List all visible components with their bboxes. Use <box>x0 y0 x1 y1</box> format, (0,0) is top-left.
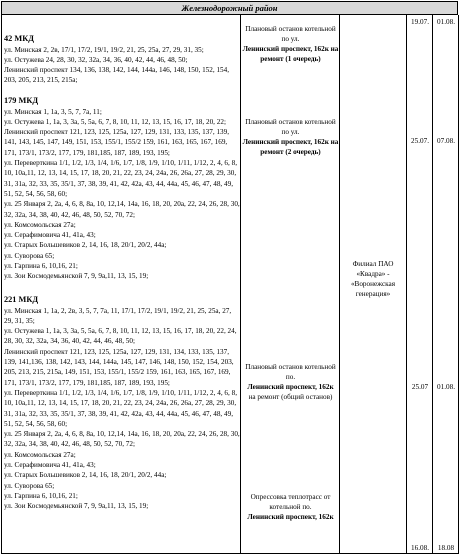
block-42-reason <box>242 24 339 64</box>
block-42-date-start: 19.07. <box>411 18 429 26</box>
address-line: ул. Серафимовича 41, 41а, 43; <box>4 231 96 240</box>
col-divider-addresses <box>240 15 241 554</box>
address-line: ул. Минская 1, 1а, 3, 5, 7, 7а, 11; <box>4 107 102 116</box>
bottom-border <box>1 553 459 554</box>
address-line: ул. Старых Большевиков 2, 14, 16, 18, 20/1, 20/2, 44а; <box>4 471 167 480</box>
address-line: ул. Гарпина 6, 10,16, 21; <box>4 262 78 271</box>
address-line: ул. Комсомольская 27а; <box>4 450 76 459</box>
block-42-addresses <box>4 34 240 86</box>
address-line: ул. Зои Космодемьянской 7, 9, 9а,11, 13, 15, 19; <box>4 272 149 281</box>
right-border <box>458 15 459 554</box>
left-border <box>1 15 2 554</box>
reason-text: Плановый останов котельной по. <box>245 363 336 381</box>
address-line: ул. Остужева 1, 1а, 3, 3а, 5, 5а, 6, 7, 8, 10, 11, 12, 13, 15, 16, 17, 18, 20, 22; <box>4 117 226 126</box>
reason-text: Опрессовка теплотрасс от котельной по. <box>250 493 331 511</box>
district-header: Железнодорожный район <box>1 1 458 15</box>
block-title: 179 МКД <box>4 96 39 105</box>
reason-text: Плановый останов котельной по ул. <box>245 25 336 43</box>
address-line: ул. Комсомольская 27а; <box>4 220 76 229</box>
block-title: 42 МКД <box>4 34 34 43</box>
block-42-date-end: 01.08. <box>437 18 455 26</box>
address-line: ул. Остужева 24, 28, 30, 32, 32а, 34, 36, 40, 42, 44, 46, 48, 50; <box>4 55 188 64</box>
col-divider-org <box>406 15 407 554</box>
block-179-date-end: 07.08. <box>437 137 455 145</box>
block-179-addresses <box>4 96 240 282</box>
block-221-reason-2 <box>242 492 339 522</box>
address-line: ул. Гарпина 6, 10,16, 21; <box>4 491 78 500</box>
address-line: ул. Минская 2, 2в, 17/1, 17/2, 19/1, 19/2, 21, 25, 25а, 27, 29, 31, 35; <box>4 45 204 54</box>
address-line: ул. Минская 1, 1а, 2, 2в, 3, 5, 7, 7а, 11, 17/1, 17/2, 19/1, 19/2, 21, 25, 25а, 27, 29, 31, 35; <box>4 306 232 325</box>
block-179-date-start: 25.07. <box>411 137 429 145</box>
reason-bold: Ленинский проспект, 162к <box>247 513 334 521</box>
address-line: ул. Серафимовича 41, 41а, 43; <box>4 461 96 470</box>
block-221-addresses <box>4 295 240 512</box>
address-line: Ленинский проспект 121, 123, 125, 125а, 127, 129, 131, 133, 135, 137, 139, 141, 143, 145, 147, 149, 151, 153, 155/1, 155/2 159, 161, 163, 165, 167, 169, 171, 173/1, 173/2, 177, 179, 181,185, 187, 189, 193, 195; <box>4 128 230 157</box>
col-divider-dates <box>432 15 433 554</box>
reason-bold: Ленинский проспект, 162к <box>247 383 334 391</box>
address-line: ул. Зои Космодемьянской 7, 9, 9а,11, 13, 15, 19; <box>4 502 149 511</box>
address-line: ул. Суворова 65; <box>4 251 55 260</box>
address-line: ул. Переверткина 1/1, 1/2, 1/3, 1/4, 1/6, 1/7, 1/8, 1/9, 1/10, 1/11, 1/12, 2, 4, 6, 8, 10, 10а,11, 12, 13, 14, 15, 17, 18, 20, 21, 22, 23, 24, 24а, 26, 26а, 27, 28, 29, 30, 31, 31а, 32, 33, 35, 35/1, 37, 38, 39, 41, 42, 42а, 43, 44, 44а, 45, 46, 47, 48, 49, 51, 52, 54, 56, 58, 60; <box>4 159 238 198</box>
address-line: ул. 25 Января 2, 2а, 4, 6, 8, 8а, 10, 12,14, 14а, 16, 18, 20, 20а, 22, 24, 26, 28, 30, 32, 32а, 34, 38, 40, 42, 46, 48, 50, 52, 70, 72; <box>4 200 240 219</box>
block-221-date-start: 25.07 <box>411 383 429 391</box>
organization-name: Филиал ПАО «Квадра» - «Воронежская генерация» <box>350 260 396 298</box>
block-179-reason <box>242 117 339 157</box>
block-221-date-end: 01.08. <box>437 383 455 391</box>
col-divider-reason <box>339 15 340 554</box>
address-line: ул. 25 Января 2, 2а, 4, 6, 8, 8а, 10, 12,14, 14а, 16, 18, 20, 20а, 22, 24, 26, 28, 30, 32, 32а, 34, 38, 40, 42, 46, 48, 50, 52, 70, 72; <box>4 430 240 449</box>
address-line: ул. Старых Большевиков 2, 14, 16, 18, 20/1, 20/2, 44а; <box>4 241 167 250</box>
address-line: ул. Остужева 1, 1а, 3, 3а, 5, 5а, 6, 7, 8, 10, 11, 12, 13, 15, 16, 17, 18, 20, 22, 24, 28, 30, 32, 32а, 34, 36, 40, 42, 44, 46, 48, 50; <box>4 327 237 346</box>
reason-bold: Ленинский проспект, 162к на ремонт (2 очередь) <box>242 138 339 156</box>
reason-bold: Ленинский проспект, 162к на ремонт (1 очередь) <box>242 45 339 63</box>
address-line: ул. Переверткина 1/1, 1/2, 1/3, 1/4, 1/6, 1/7, 1/8, 1/9, 1/10, 1/11, 1/12, 2, 4, 6, 8, 10, 10а,11, 12, 13, 14, 15, 17, 18, 20, 21, 22, 23, 24, 24а, 26, 26а, 27, 28, 29, 30, 31, 31а, 32, 33, 35, 35/1, 37, 38, 39, 41, 42, 42а, 43, 44, 44а, 45, 46, 47, 48, 49, 51, 52, 54, 56, 58, 60; <box>4 388 238 428</box>
block-title: 221 МКД <box>4 295 39 304</box>
address-line: ул. Суворова 65; <box>4 481 55 490</box>
block-221-date-end-2: 18.08 <box>437 544 455 552</box>
reason-tail: на ремонт (общий останов) <box>248 393 333 401</box>
block-221-date-start-2: 16.08. <box>411 544 429 552</box>
reason-text: Плановый останов котельной по ул. <box>245 118 336 136</box>
address-line: Ленинский проспект 121, 123, 125, 125а, 127, 129, 131, 134, 133, 135, 137, 139, 141,136, 138, 142, 143, 144, 144а, 145, 147, 146, 148, 150, 152, 154, 203, 205, 213, 215, 215а, 149, 151, 153, 155/1, 155/2 159, 161, 163, 165, 167, 169, 171, 173/1, 173/2, 177, 179, 181,185, 187, 189, 193, 195; <box>4 347 234 387</box>
block-221-reason <box>242 362 339 402</box>
address-line: Ленинский проспект 134, 136, 138, 142, 144, 144а, 146, 148, 150, 152, 154, 203, 205, 213, 215, 215а; <box>4 66 230 85</box>
